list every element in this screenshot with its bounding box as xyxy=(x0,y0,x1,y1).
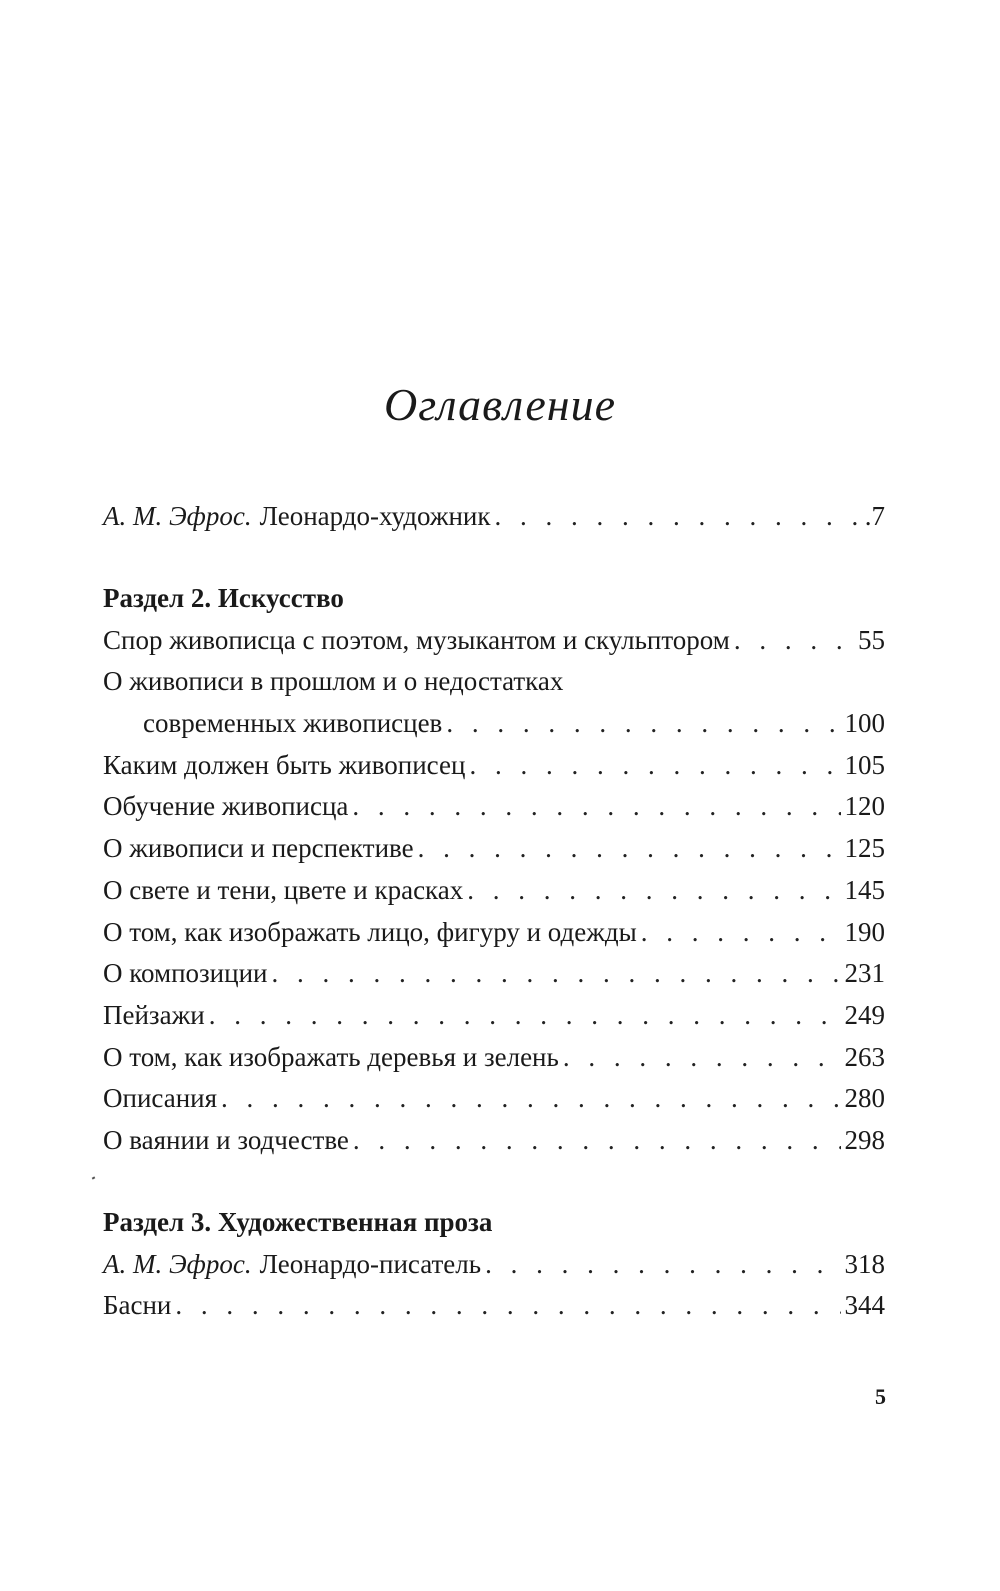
toc-entry xyxy=(103,786,885,828)
toc-entry-title: О композиции xyxy=(103,958,268,989)
dot-leader xyxy=(734,620,854,662)
print-speck xyxy=(92,1176,96,1179)
toc-intro-block xyxy=(103,496,885,538)
toc-entry-text xyxy=(103,1244,481,1286)
dot-leader xyxy=(352,786,840,828)
dot-leader xyxy=(418,828,841,870)
toc-entry xyxy=(103,870,885,912)
toc-entry-title: Обучение живописца xyxy=(103,791,349,822)
toc-entry xyxy=(103,828,885,870)
page-title: Оглавление xyxy=(383,379,616,430)
toc-entry xyxy=(103,1244,885,1286)
toc-entry-page: 231 xyxy=(844,958,885,989)
toc-entry xyxy=(103,661,885,703)
toc-entry xyxy=(103,1078,885,1120)
toc-entry-title: О том, как изображать деревья и зелень xyxy=(103,1041,559,1072)
toc-entry-title: Спор живописца с поэтом, музыкантом и скульптором xyxy=(103,624,730,655)
toc-entry xyxy=(103,1120,885,1162)
dot-leader xyxy=(446,703,840,745)
dot-leader xyxy=(495,496,861,538)
toc-entry-continuation xyxy=(103,703,885,745)
toc-entry xyxy=(103,1285,885,1327)
toc-entry-title: Описания xyxy=(103,1083,218,1114)
dot-leader xyxy=(469,745,840,787)
toc-entry-title: О ваянии и зодчестве xyxy=(103,1124,349,1155)
dot-leader xyxy=(353,1120,841,1162)
dot-leader xyxy=(641,912,841,954)
toc-entry-page: 125 xyxy=(844,833,885,864)
toc-entry xyxy=(103,912,885,954)
toc-entry-page: 263 xyxy=(844,1041,885,1072)
toc-entry-title: О живописи и перспективе xyxy=(103,833,414,864)
toc-entry-page: 100 xyxy=(844,708,885,739)
toc-section-2 xyxy=(103,578,885,1162)
toc-entry xyxy=(103,745,885,787)
dot-leader xyxy=(485,1244,840,1286)
toc-entry-text xyxy=(103,496,491,538)
toc-entry-page: 190 xyxy=(844,916,885,947)
toc-entry-page: 249 xyxy=(844,999,885,1030)
toc-entry xyxy=(103,995,885,1037)
toc-entry xyxy=(103,953,885,995)
toc-entry-page: 145 xyxy=(844,874,885,905)
toc-entry-page: 344 xyxy=(844,1290,885,1321)
dot-leader xyxy=(221,1078,840,1120)
dot-leader xyxy=(563,1037,841,1079)
toc-entry xyxy=(103,620,885,662)
toc-entry-page: 105 xyxy=(844,749,885,780)
toc-entry-title: О свете и тени, цвете и красках xyxy=(103,874,464,905)
section-heading: Раздел 2. Искусство xyxy=(103,583,344,613)
dot-leader xyxy=(271,953,840,995)
toc-entry-title: Леонардо-писатель xyxy=(259,1248,482,1279)
toc-entry-page: 55 xyxy=(858,624,885,655)
toc-entry-author: А. М. Эфрос. xyxy=(103,501,252,531)
toc-entry-title: О том, как изображать лицо, фигуру и одежды xyxy=(103,916,637,947)
toc-entry xyxy=(103,1037,885,1079)
toc-section-3 xyxy=(103,1202,885,1327)
toc-entry-title-line1: О живописи в прошлом и о недостатках xyxy=(103,666,564,697)
dot-leader xyxy=(175,1285,840,1327)
toc-entry-page: 298 xyxy=(844,1124,885,1155)
toc-entry-title: Каким должен быть живописец xyxy=(103,749,466,780)
toc-entry-page: 280 xyxy=(844,1083,885,1114)
toc-entry-title: Леонардо-художник xyxy=(259,501,491,531)
toc-entry-author: А. М. Эфрос. xyxy=(103,1248,252,1279)
toc-entry-page: 120 xyxy=(844,791,885,822)
page-number: 5 xyxy=(875,1384,886,1409)
toc-entry-page: 318 xyxy=(844,1248,885,1279)
section-heading: Раздел 3. Художественная проза xyxy=(103,1207,493,1237)
dot-leader xyxy=(467,870,840,912)
toc-entry-page: .7 xyxy=(864,501,885,531)
toc-entry-title: Басни xyxy=(103,1290,172,1321)
toc-entry xyxy=(103,496,885,538)
toc-entry-title-line2: современных живописцев xyxy=(143,708,443,739)
dot-leader xyxy=(209,995,841,1037)
toc-entry-title: Пейзажи xyxy=(103,999,205,1030)
